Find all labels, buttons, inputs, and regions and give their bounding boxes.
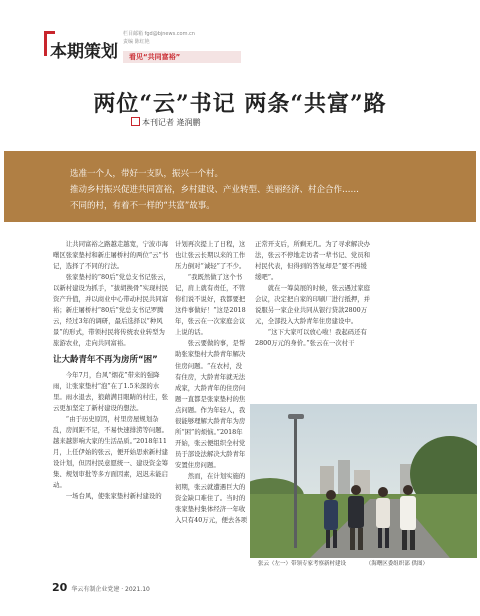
intro-line-3: 不同的村，有着不一样的“共富”故事。 — [70, 201, 215, 211]
paragraph: 让共同富裕之路越走越宽，宁波市海曙区张家垫村和新庄屠桥村的两位“云”书记，选择了不同的行法。 — [53, 240, 169, 271]
paragraph: 一场台风，使张家垫村新村建设的 — [65, 492, 162, 501]
byline — [131, 117, 201, 128]
paragraph: 张云要做的事，是帮助张家垫村大龄青年解决住房问题。“在农村，没有住房，大龄青年就无法成家，大龄青年的住房问题一直都是张家垫村的焦点问题。作为年轻人，我很能够理解大龄青年为房所“困”的烦恼。”2018年开始，张云便组织全村党员于部设法解决大龄青年安置住房问题。 — [175, 339, 246, 469]
column-2 — [175, 239, 248, 526]
column-1 — [53, 239, 170, 502]
byline-marker — [131, 117, 140, 126]
editor-name: 责编 陈红艳 — [123, 39, 150, 45]
paragraph: 张家垫村的“80后”党总支书记张云，以新村建设为抓手，“拔胡换骨”实现村民资产升值，并以商业中心带动村民共同富裕；新庄屠桥村“80后”党总支书记罗腾云，经过3年的调研，最后选择以“种风景”的形式，带领村民将传统农业转型为旅游农业，走向共同富裕。 — [53, 273, 170, 348]
article-photo — [250, 404, 477, 558]
author-name: 本刊记者 逄润鹏 — [142, 118, 201, 127]
paragraph: 今年7月，台风“烟花”带来的强降雨，让张家垫村“泡”在了1.5米深的水里。雨水退去，狼藉满目眼睛的村庄，张云更加坚定了新村建设的想法。 — [53, 370, 169, 412]
photo-credit: （海曙区委组织部 供图） — [365, 561, 429, 567]
article-title: 两位“云”书记 两条“共富”路 — [93, 91, 387, 117]
paragraph: “由于历史原因，村里房屋规划杂乱，房间距不足，不易快速排涝等问题。越来越影响大家的生活品质。”2018年11月，上任伊始的张云，便开始思索新村建设计划，但因村民意愿统一、建设资金筹集、规划审批等多方面因素，迟迟未能启动。 — [53, 414, 169, 489]
page-footer — [52, 581, 150, 594]
publication-name: 华云有制企业党建 · 2021.10 — [71, 586, 150, 593]
paragraph: “我既然做了这个书记，肩上就有责任，不管你们说不说好，我都要把这件事做好！”这是2018年，张云在一次家庭会议上说的话。 — [175, 273, 246, 337]
intro-line-1: 选准一个人，带好一支队，振兴一个村。 — [70, 169, 224, 179]
intro-line-2: 推动乡村振兴促进共同富裕，乡村建设、产业转型、美丽经济、村企合作…… — [70, 185, 360, 195]
paragraph: 就在一筹莫展的时候，张云遇过家庭会议，决定把自家的印刷厂进行抵押，并说服另一家企业共同从银行贷款2800万元，全部投入大龄青年住房建设中。 — [255, 284, 371, 326]
photo-caption — [258, 559, 428, 567]
paragraph: 计划再次提上了日程，这也让张云长期以来的工作压力倒对“诚轻”了不少。 — [175, 240, 246, 271]
caption-text: 张云（左一）带领专家考察新村建设 — [258, 561, 347, 567]
page-number: 20 — [52, 581, 68, 594]
editor-email: 栏目邮箱 fgd@bjnews.com.cn — [123, 31, 195, 37]
paragraph: 正常开支后，所剩无几。为了寻求解决办法，张云不停地走访者一辈书记、党员和村民代表，但得到的答复却是“要不再缓缓吧”。 — [255, 240, 371, 282]
column-3 — [255, 239, 371, 349]
paragraph: “这下大家可以放心啦！我起码还有2800万元的身价。”张云在一次村干 — [255, 328, 367, 348]
subheading: 让大龄青年不再为房所“困” — [53, 355, 158, 366]
column-label: 本期策划 — [50, 42, 118, 62]
paragraph: 然而，在计划实施的初期，张云就遭遇巨大的资金缺口难住了。当时的张家垫村集体经济一年收入只有40万元，便去各项 — [175, 471, 248, 525]
photo-illustration — [250, 404, 477, 558]
topic-tag: 看见“共同富裕” — [123, 51, 241, 63]
